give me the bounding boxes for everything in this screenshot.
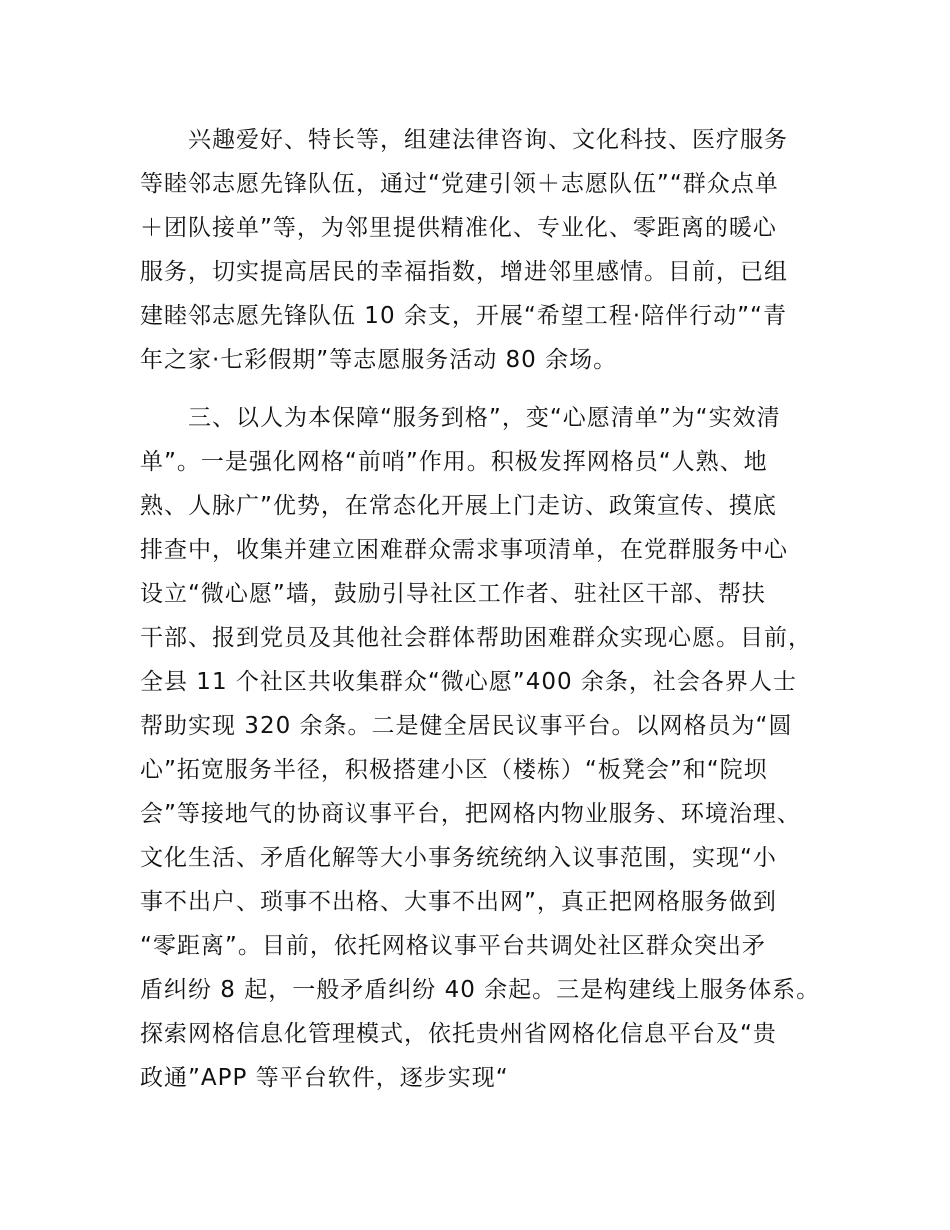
text-line: 干部、报到党员及其他社会群体帮助困难群众实现心愿。目前， <box>140 625 812 651</box>
text-line: 事不出户、琐事不出格、大事不出网”，真正把网格服务做到 <box>140 889 777 915</box>
paragraph-2 <box>140 396 840 1100</box>
text-line: 三、以人为本保障“服务到格”，变“心愿清单”为“实效清 <box>140 405 781 431</box>
text-line: 文化生活、矛盾化解等大小事务统统纳入议事范围，实现“小 <box>140 845 777 871</box>
text-line: 熟、人脉广”优势，在常态化开展上门走访、政策宣传、摸底 <box>140 493 777 519</box>
text-line: 盾纠纷 8 起，一般矛盾纠纷 40 余起。三是构建线上服务体系。 <box>140 977 821 1003</box>
text-line: 政通”APP 等平台软件，逐步实现“ <box>140 1065 509 1091</box>
text-line: 心”拓宽服务半径，积极搭建小区（楼栋）“板凳会”和“院坝 <box>140 757 768 783</box>
text-line: 帮助实现 320 余条。二是健全居民议事平台。以网格员为“圆 <box>140 713 793 739</box>
text-line: ＋团队接单”等，为邻里提供精准化、专业化、零距离的暖心 <box>140 215 777 241</box>
text-line: 兴趣爱好、特长等，组建法律咨询、文化科技、医疗服务 <box>140 127 788 153</box>
text-line: 单”。一是强化网格“前哨”作用。积极发挥网格员“人熟、地 <box>140 449 768 475</box>
text-line: “零距离”。目前，依托网格议事平台共调处社区群众突出矛 <box>140 933 766 959</box>
text-line: 建睦邻志愿先锋队伍 10 余支，开展“希望工程·陪伴行动”“青 <box>140 303 787 329</box>
text-line: 服务，切实提高居民的幸福指数，增进邻里感情。目前，已组 <box>140 259 788 285</box>
document-body <box>140 118 840 1114</box>
text-line: 设立“微心愿”墙，鼓励引导社区工作者、驻社区干部、帮扶 <box>140 581 766 607</box>
text-line: 等睦邻志愿先锋队伍，通过“党建引领＋志愿队伍”“群众点单 <box>140 171 779 197</box>
text-line: 排查中，收集并建立困难群众需求事项清单，在党群服务中心 <box>140 537 788 563</box>
text-line: 年之家·七彩假期”等志愿服务活动 80 余场。 <box>140 347 618 373</box>
text-line: 探索网格信息化管理模式，依托贵州省网格化信息平台及“贵 <box>140 1021 777 1047</box>
text-line: 会”等接地气的协商议事平台，把网格内物业服务、环境治理、 <box>140 801 801 827</box>
text-line: 全县 11 个社区共收集群众“微心愿”400 余条，社会各界人士 <box>140 669 797 695</box>
paragraph-1 <box>140 118 840 382</box>
